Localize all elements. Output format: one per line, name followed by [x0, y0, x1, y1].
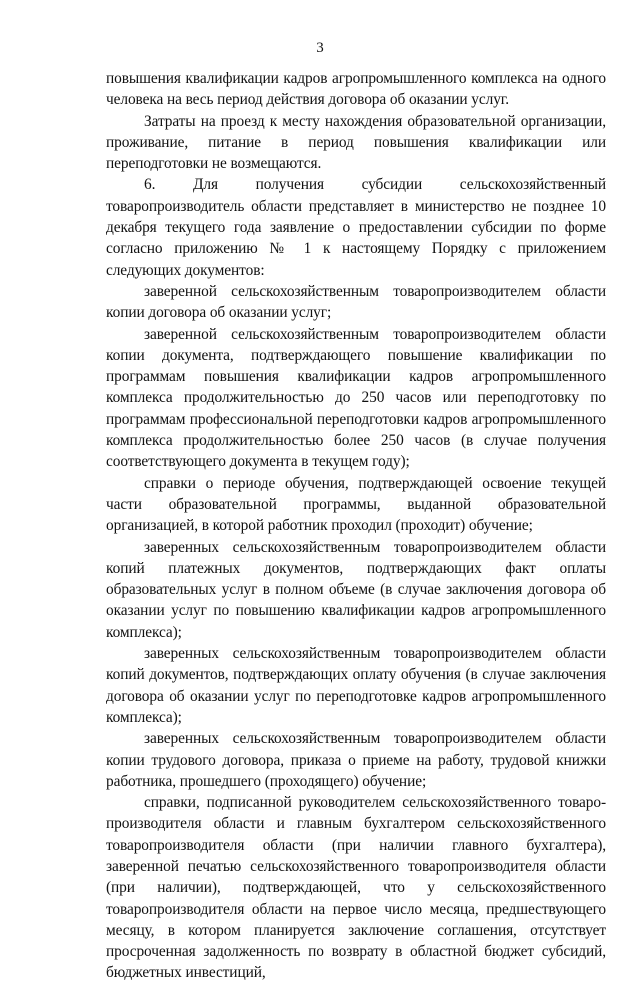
paragraph-study-period-certificate: справки о периоде обучения, подтверждающей освоение текущей части образовательной программы, выданной образовательной организацией, в которой работник проходил (проходит) обучение; [106, 474, 606, 535]
page-number: 3 [316, 40, 324, 56]
paragraph-qualification-document: заверенной сельскохозяйственным товаропроизводителем области копии документа, подтверждающего повышение квалификации по программам повышения квалификации кадров агропромышленного комплекса продолжительностью до 250 часов или переподготовку по программам профессиональной переподготовки кадров агропромышленного комплекса продолжительностью более 250 часов (в случае получения соответствующего документа в текущем году); [106, 325, 606, 471]
paragraph-continuation: повышения квалификации кадров агропромышленного комплекса на одного человека на весь период действия договора об оказании услуг. [106, 70, 606, 109]
document-body [106, 68, 606, 984]
paragraph-travel-costs: Затраты на проезд к месту нахождения образовательной организации, проживание, питание в период повышения квалификации или переподготовки не возмещаются. [106, 112, 606, 173]
paragraph-employment-contract: заверенных сельскохозяйственным товаропроизводителем области копии трудового договора, приказа о приеме на работу, трудовой книжки работника, прошедшего (проходящего) обучение; [106, 730, 606, 790]
paragraph-debt-certificate: справки, подписанной руководителем сельскохозяйственного товаро-производителя области и главным бухгалтером сельскохозяйственного товаропроизводителя области (при наличии главного бухгалтера), заверенной печатью сельскохозяйственного товаропроизводителя области (при наличии), подтверждающей, что у сельскохозяйственного товаропроизводителя области на первое число месяца, предшествующего месяцу, в котором планируется заключение соглашения, отсутствует просроченная задолженность по возврату в областной бюджет субсидий, бюджетных инвестиций, [106, 794, 606, 982]
paragraph-payment-documents: заверенных сельскохозяйственным товаропроизводителем области копий платежных документов, подтверждающих факт оплаты образовательных услуг в полном объеме (в случае заключения договора об оказании услуг по повышению квалификации кадров агропромышленного комплекса); [106, 538, 606, 641]
paragraph-item-6: 6. Для получения субсидии сельскохозяйственный товаропроизводитель области представляет в министерство не позднее 10 декабря текущего года заявление о предоставлении субсидии по форме согласно приложению № 1 к настоящему Порядку с приложением следующих документов: [106, 176, 606, 279]
paragraph-tuition-payment: заверенных сельскохозяйственным товаропроизводителем области копий документов, подтверждающих оплату обучения (в случае заключения договора об оказании услуг по переподготовке кадров агропромышленного комплекса); [106, 645, 606, 726]
paragraph-contract-copy: заверенной сельскохозяйственным товаропроизводителем области копии договора об оказании услуг; [106, 282, 606, 322]
